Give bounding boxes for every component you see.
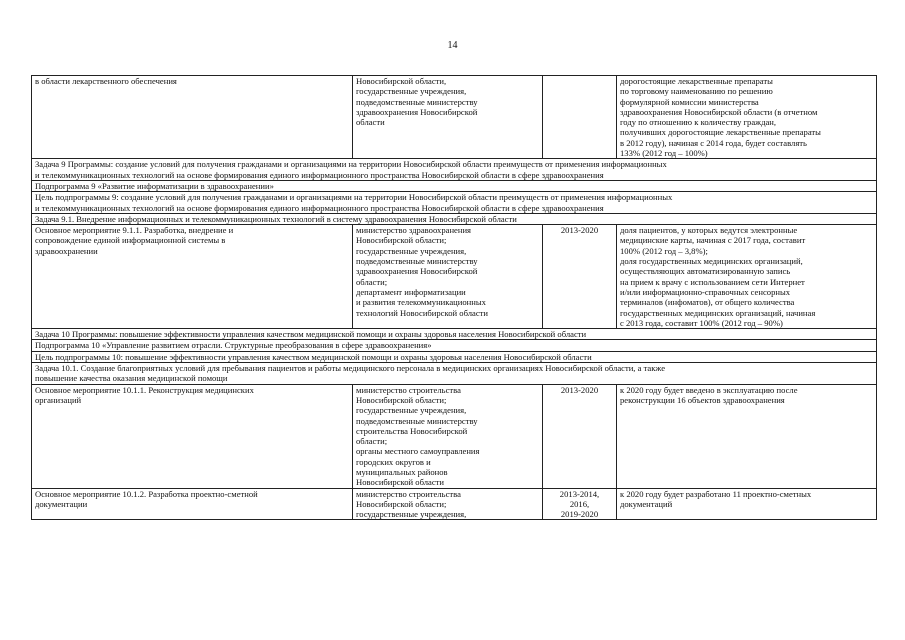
text-line: организаций <box>35 394 82 405</box>
text-line: области; <box>356 276 388 287</box>
text-line: области; <box>356 436 388 447</box>
table-row <box>32 384 877 488</box>
page-number: 14 <box>447 40 458 51</box>
text-line: городских округов и <box>356 456 431 467</box>
text-line: осуществляющих автоматизированную запись <box>620 266 791 277</box>
task9-1-heading: Задача 9.1. Внедрение информационных и телекоммуникационных технологий в систему здравоохранения Новосибирской области <box>32 213 877 224</box>
table-row <box>32 192 877 214</box>
measure-10-1-2-description <box>32 488 353 520</box>
text-line: Новосибирской области; <box>356 498 447 509</box>
text-line: здравоохранения Новосибирской <box>356 266 478 277</box>
text-line: реконструкции 16 объектов здравоохранения <box>620 394 785 405</box>
text-line: подведомственные министерству <box>356 415 478 426</box>
text-line: Новосибирской области <box>356 477 445 488</box>
text-line: получивших дорогостоящие лекарственные препараты <box>620 127 821 138</box>
text-line: государственных медицинских организаций, начиная <box>620 307 816 318</box>
text-line: министерство здравоохранения <box>356 225 472 236</box>
text-line: Цель подпрограммы 9: создание условий для получения гражданами и организациями на территории Новосибирской области преимуществ от применения информационных <box>35 192 673 203</box>
table-row <box>32 329 877 340</box>
goal10-heading: Цель подпрограммы 10: повышение эффективности управления качеством медицинской помощи и охраны здоровья населения Новосибирской области <box>32 351 877 362</box>
text-line: государственные учреждения, <box>356 405 467 416</box>
subprogram10-heading: Подпрограмма 10 «Управление развитием отрасли. Структурные преобразования в сфере здравоохранения» <box>32 340 877 351</box>
table-row <box>32 76 877 159</box>
text-line: 133% (2012 год – 100%) <box>620 148 708 159</box>
table-row <box>32 180 877 191</box>
measure-9-1-1-period: 2013-2020 <box>543 225 617 329</box>
text-line: 2019-2020 <box>560 509 599 520</box>
text-line: Задача 9 Программы: создание условий для получения гражданами и организациями на территории Новосибирской области преимуществ от применения информационных <box>35 159 667 170</box>
table-row <box>32 351 877 362</box>
table-row <box>32 363 877 385</box>
text-line: государственные учреждения, <box>356 86 467 97</box>
text-line: к 2020 году будет введено в эксплуатацию после <box>620 384 798 395</box>
goal9-heading <box>32 192 877 214</box>
measure-10-1-1-period: 2013-2020 <box>543 384 617 488</box>
text-line: здравоохранении <box>35 245 98 256</box>
text-line: Новосибирской области; <box>356 394 447 405</box>
text-line: строительства Новосибирской <box>356 425 468 436</box>
text-line: в 2012 году), начиная с 2014 года, будет составлять <box>620 137 807 148</box>
text-line: Основное мероприятие 9.1.1. Разработка, внедрение и <box>35 225 234 236</box>
text-line: формулярной комиссии министерства <box>620 96 759 107</box>
text-line: году по отношению к количеству граждан, <box>620 117 777 128</box>
text-line: повышение качества оказания медицинской помощи <box>35 373 228 384</box>
measure-10-1-1-description <box>32 384 353 488</box>
measure-10-1-1-executors <box>353 384 543 488</box>
task10-heading: Задача 10 Программы: повышение эффективности управления качеством медицинской помощи и охраны здоровья населения Новосибирской области <box>32 329 877 340</box>
text-line: и развития телекоммуникационных <box>356 297 486 308</box>
text-line: министерство строительства <box>356 384 461 395</box>
text-line: муниципальных районов <box>356 466 448 477</box>
text-line: документаций <box>620 498 673 509</box>
text-line: 2016, <box>569 498 590 509</box>
measure-10-1-2-period <box>543 488 617 520</box>
subprogram9-heading: Подпрограмма 9 «Развитие информатизации в здравоохранении» <box>32 180 877 191</box>
text-line: и телекоммуникационных технологий на основе формирования единого информационного пространства Новосибирской области в сфере здравоохранения <box>35 202 604 213</box>
text-line: государственные учреждения, <box>356 245 467 256</box>
measure-10-1-2-executors <box>353 488 543 520</box>
text-line: Основное мероприятие 10.1.2. Разработка проектно-сметной <box>35 488 258 499</box>
task10-1-heading <box>32 363 877 385</box>
text-line: медицинские карты, начиная с 2017 года, составит <box>620 235 806 246</box>
text-line: подведомственные министерству <box>356 256 478 267</box>
text-line: документации <box>35 498 88 509</box>
text-line: и/или информационно-справочных сенсорных <box>620 286 791 297</box>
table-row <box>32 159 877 181</box>
text-line: 2013-2014, <box>559 488 600 499</box>
text-line: здравоохранения Новосибирской <box>356 106 478 117</box>
text-line: терминалов (инфоматов), от общего количества <box>620 297 795 308</box>
row1-period <box>543 76 617 159</box>
text-line: государственные учреждения, <box>356 509 467 520</box>
text-line: здравоохранения Новосибирской области (в отчетном <box>620 106 818 117</box>
row1-executors <box>353 76 543 159</box>
text-line: органы местного самоуправления <box>356 446 480 457</box>
text-line: министерство строительства <box>356 488 461 499</box>
text-line: технологий Новосибирской области <box>356 307 489 318</box>
text-line: доля пациентов, у которых ведутся электронные <box>620 225 798 236</box>
text-line: Задача 10.1. Создание благоприятных условий для пребывания пациентов и работы медицинского персонала в медицинских организациях Новосибирской области, а также <box>35 363 666 374</box>
text-line: Новосибирской области; <box>356 235 447 246</box>
text-line: на прием к врачу с использованием сети Интернет <box>620 276 805 287</box>
text-line: Основное мероприятие 10.1.1. Реконструкция медицинских <box>35 384 254 395</box>
text-line: департамент информатизации <box>356 286 466 297</box>
text-line: дорогостоящие лекарственные препараты <box>620 76 773 86</box>
text-line: и телекоммуникационных технологий на основе формирования единого информационного пространства Новосибирской области в сфере здравоохранения <box>35 169 604 180</box>
text-line: к 2020 году будет разработано 11 проектно-сметных <box>620 488 812 499</box>
measure-10-1-2-result <box>617 488 877 520</box>
program-table <box>31 75 877 520</box>
measure-9-1-1-description <box>32 225 353 329</box>
text-line: области <box>356 117 385 128</box>
row1-description: в области лекарственного обеспечения <box>32 76 353 159</box>
task9-heading <box>32 159 877 181</box>
text-line: подведомственные министерству <box>356 96 478 107</box>
text-line: Новосибирской области, <box>356 76 447 86</box>
measure-9-1-1-result <box>617 225 877 329</box>
text-line: доля государственных медицинских организаций, <box>620 256 803 267</box>
table-row <box>32 213 877 224</box>
measure-9-1-1-executors <box>353 225 543 329</box>
table-row <box>32 340 877 351</box>
table-row <box>32 225 877 329</box>
row1-result <box>617 76 877 159</box>
text-line: с 2013 года, составит 100% (2012 год – 90%) <box>620 317 783 328</box>
text-line: по торговому наименованию по решению <box>620 86 773 97</box>
text-line: 100% (2012 год – 3,8%); <box>620 245 708 256</box>
table-row <box>32 488 877 520</box>
text-line: сопровождение единой информационной системы в <box>35 235 226 246</box>
measure-10-1-1-result <box>617 384 877 488</box>
